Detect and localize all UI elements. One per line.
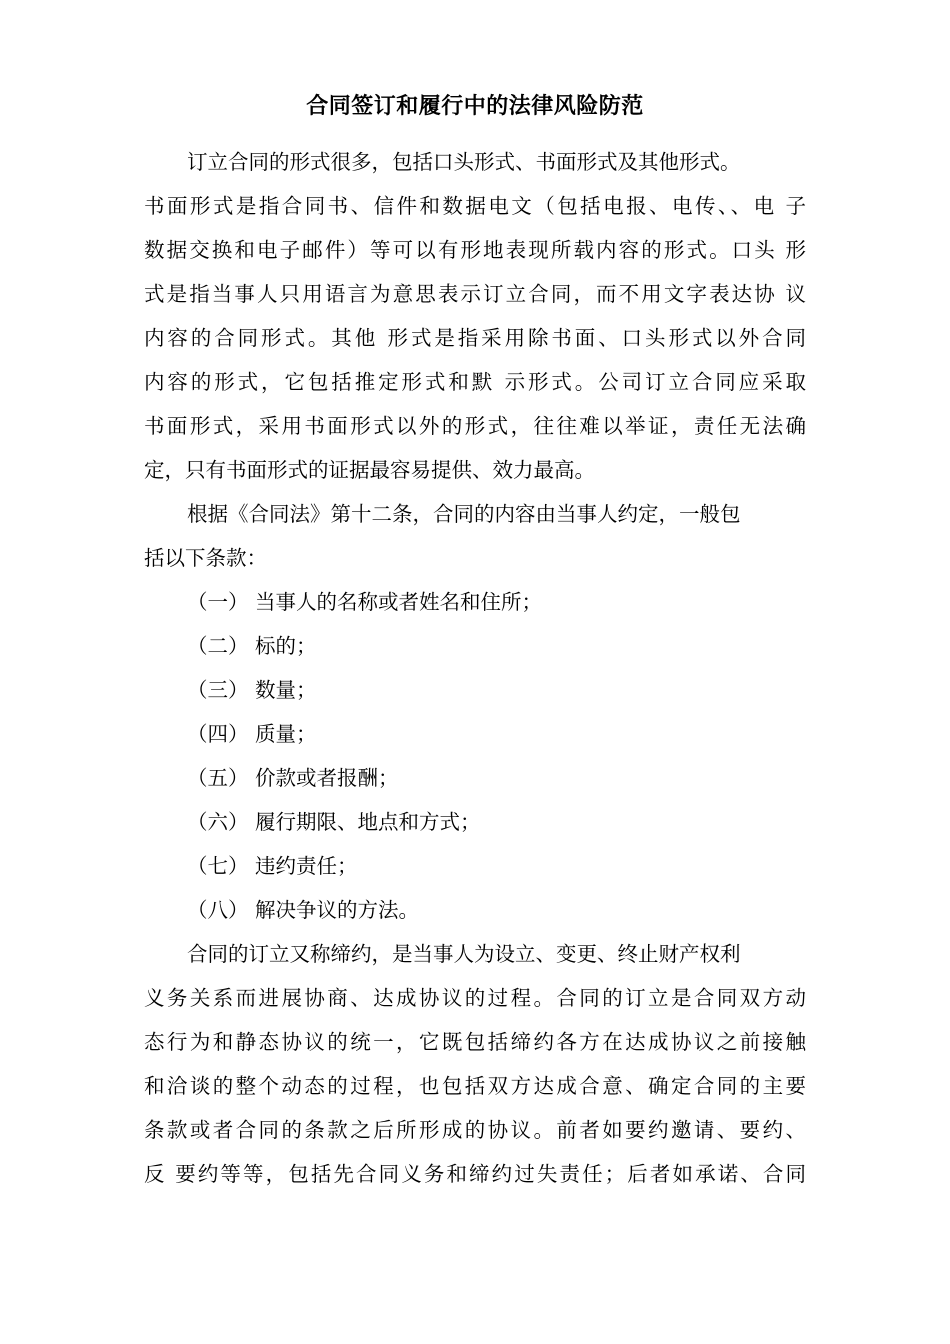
paragraph-2-line-1: 根据《合同法》第十二条，合同的内容由当事人约定，一般包 [187,502,741,526]
clause-item-7: （七） 违约责任； [187,854,358,878]
paragraph-1-line-2: 书面形式是指合同书、信件和数据电文（包括电报、电传、、电 子 [144,194,806,218]
paragraph-3-line-6: 反 要约等等，包括先合同义务和缔约过失责任；后者如承诺、合同 [144,1162,806,1186]
clause-item-2: （二） 标的； [187,634,317,658]
clause-item-3: （三） 数量； [187,678,317,702]
paragraph-3-line-4: 和洽谈的整个动态的过程，也包括双方达成合意、确定合同的主要 [144,1074,806,1098]
paragraph-3-line-5: 条款或者合同的条款之后所形成的协议。前者如要约邀请、要约、 [144,1118,806,1142]
clause-item-5: （五） 价款或者报酬； [187,766,399,790]
paragraph-1-line-5: 内容的合同形式。其他 形式是指采用除书面、口头形式以外合同 [144,326,806,350]
paragraph-1-line-1: 订立合同的形式很多，包括口头形式、书面形式及其他形式。 [187,150,741,174]
paragraph-1-line-8: 定，只有书面形式的证据最容易提供、效力最高。 [144,458,595,482]
clause-item-4: （四） 质量； [187,722,317,746]
paragraph-3-line-2: 义务关系而进展协商、达成协议的过程。合同的订立是合同双方动 [144,986,806,1010]
document-title: 合同签订和履行中的法律风险防范 [306,94,644,119]
clause-item-6: （六） 履行期限、地点和方式； [187,810,481,834]
paragraph-3-line-3: 态行为和静态协议的统一，它既包括缔约各方在达成协议之前接触 [144,1030,806,1054]
clause-item-8: （八） 解决争议的方法。 [187,898,420,922]
paragraph-1-line-3: 数据交换和电子邮件）等可以有形地表现所载内容的形式。口头 形 [144,238,806,262]
paragraph-1-line-4: 式是指当事人只用语言为意思表示订立合同，而不用文字表达协 议 [144,282,806,306]
paragraph-1-line-7: 书面形式，采用书面形式以外的形式，往往难以举证，责任无法确 [144,414,806,438]
paragraph-1-line-6: 内容的形式，它包括推定形式和默 示形式。公司订立合同应采取 [144,370,806,394]
paragraph-3-line-1: 合同的订立又称缔约，是当事人为设立、变更、终止财产权利 [187,942,741,966]
paragraph-2-line-2: 括以下条款： [144,546,267,570]
clause-item-1: （一） 当事人的名称或者姓名和住所； [187,590,543,614]
